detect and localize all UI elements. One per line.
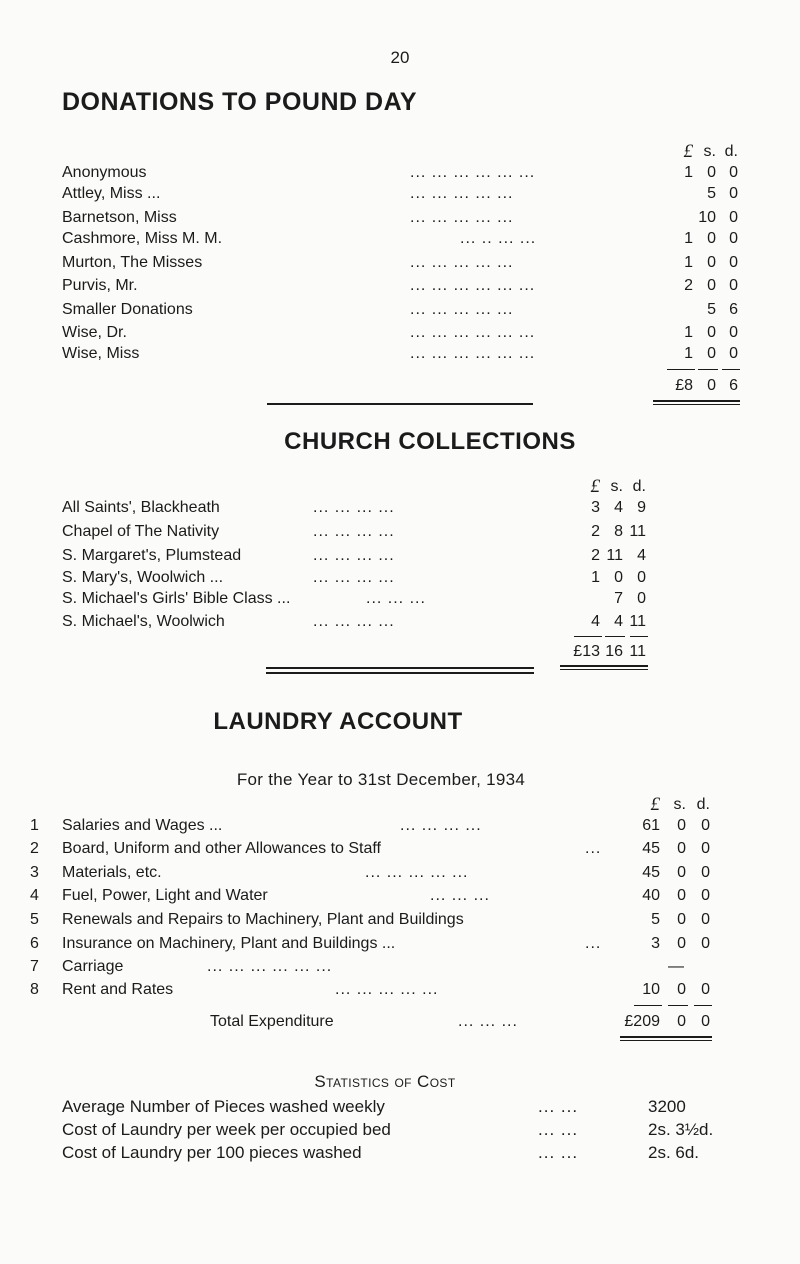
pence-value: 0 — [729, 185, 738, 202]
shillings-header: s. — [610, 478, 623, 495]
shillings-value: 0 — [707, 164, 716, 181]
leader-dots: ... — [585, 840, 602, 857]
leader-dots: ... ... ... ... — [400, 817, 482, 834]
pounds-value: 4 — [591, 613, 600, 630]
pence-value: 11 — [629, 523, 646, 540]
table-row — [0, 957, 800, 977]
table-row — [0, 589, 800, 609]
total-double-rule-top — [620, 1036, 712, 1038]
leader-dots: ... — [585, 935, 602, 952]
table-row — [0, 276, 800, 296]
row-number: 1 — [30, 817, 39, 834]
row-number: 3 — [30, 864, 39, 881]
total-double-rule-bottom — [560, 669, 648, 670]
leader-dots: ... ... ... ... ... ... — [410, 164, 536, 181]
pence-value: 0 — [701, 887, 710, 904]
row-number: 7 — [30, 958, 39, 975]
pounds-value: 45 — [642, 864, 660, 881]
total-pounds: £209 — [624, 1013, 660, 1030]
table-row — [0, 612, 800, 632]
shillings-value: 0 — [707, 345, 716, 362]
pence-header: d. — [632, 478, 646, 495]
total-pounds: £13 — [573, 643, 600, 660]
table-row — [0, 498, 800, 518]
row-label: Attley, Miss ... — [62, 185, 161, 202]
statistics-label: Cost of Laundry per 100 pieces washed — [62, 1143, 362, 1162]
pounds-value: 45 — [642, 840, 660, 857]
pounds-value: 1 — [684, 324, 693, 341]
section-divider-bottom — [266, 672, 534, 674]
statistics-value: 2s. 3½d. — [648, 1120, 714, 1139]
leader-dots: ... ... ... ... ... — [335, 981, 439, 998]
total-shillings: 16 — [605, 643, 623, 660]
row-number: 6 — [30, 935, 39, 952]
table-row — [0, 886, 800, 906]
row-label: Barnetson, Miss — [62, 209, 177, 226]
row-label: Rent and Rates — [62, 981, 174, 998]
shillings-value: 0 — [677, 935, 686, 952]
pence-value: 0 — [701, 935, 710, 952]
pounds-value: 1 — [684, 345, 693, 362]
table-row — [0, 229, 800, 249]
row-label: Carriage — [62, 958, 124, 975]
row-label: Chapel of The Nativity — [62, 523, 220, 540]
total-rule-pence — [722, 369, 740, 370]
row-label: S. Michael's, Woolwich — [62, 613, 225, 630]
table-row — [0, 568, 800, 588]
pounds-value: 1 — [684, 164, 693, 181]
table-row — [0, 934, 800, 954]
row-number: 5 — [30, 911, 39, 928]
statistics-row — [62, 1096, 762, 1118]
total-double-rule-bottom — [653, 404, 740, 405]
laundry-subtitle: For the Year to 31st December, 1934 — [236, 770, 526, 789]
shillings-value: 0 — [614, 569, 623, 586]
row-label: Wise, Miss — [62, 345, 140, 362]
pounds-value: 5 — [651, 911, 660, 928]
shillings-value: 0 — [707, 254, 716, 271]
column-header — [0, 477, 800, 497]
table-row — [0, 253, 800, 273]
pence-value: 0 — [729, 230, 738, 247]
statistics-label: Cost of Laundry per week per occupied bed — [62, 1120, 391, 1139]
donations-title: DONATIONS TO POUND DAY — [62, 88, 418, 116]
total-pence: 11 — [629, 643, 646, 660]
statistics-title: Statistics of Cost — [314, 1072, 456, 1091]
pence-value: 0 — [637, 590, 646, 607]
pence-value: 6 — [729, 301, 738, 318]
pence-value: 0 — [729, 345, 738, 362]
section-divider-top — [266, 667, 534, 669]
row-label: S. Margaret's, Plumstead — [62, 547, 242, 564]
row-label: Fuel, Power, Light and Water — [62, 887, 268, 904]
leader-dots: ... ... ... ... — [313, 613, 395, 630]
pounds-value: 3 — [651, 935, 660, 952]
pence-value: 9 — [637, 499, 646, 516]
shillings-value: 10 — [698, 209, 716, 226]
shillings-value: 8 — [614, 523, 623, 540]
leader-dots: ... ... ... ... ... ... — [410, 324, 536, 341]
total-pence: 0 — [701, 1013, 710, 1030]
row-label: Anonymous — [62, 164, 147, 181]
page-number: 20 — [390, 48, 410, 67]
shillings-value: 0 — [677, 981, 686, 998]
leader-dots: ... ... ... — [458, 1013, 518, 1030]
pence-value: 0 — [701, 817, 710, 834]
pounds-value: 1 — [684, 230, 693, 247]
table-row — [0, 323, 800, 343]
leader-dots: ... ... — [538, 1120, 579, 1139]
shillings-value: 0 — [707, 277, 716, 294]
table-row — [0, 163, 800, 183]
pence-value: 11 — [629, 613, 646, 630]
pounds-value: 10 — [642, 981, 660, 998]
shillings-header: s. — [703, 143, 716, 160]
table-row — [0, 300, 800, 320]
pounds-value: 3 — [591, 499, 600, 516]
pence-header: d. — [696, 796, 710, 813]
total-rule-pounds — [634, 1005, 662, 1006]
leader-dots: ... ... ... ... ... — [410, 254, 514, 271]
row-label: Materials, etc. — [62, 864, 162, 881]
leader-dots: ... ... — [538, 1097, 579, 1116]
pence-value: 0 — [729, 164, 738, 181]
row-label: Cashmore, Miss M. M. — [62, 230, 223, 247]
pounds-value: 1 — [684, 254, 693, 271]
total-pounds: £8 — [675, 377, 693, 394]
leader-dots: ... ... ... ... ... — [410, 185, 514, 202]
table-row — [0, 208, 800, 228]
row-label: Wise, Dr. — [62, 324, 127, 341]
shillings-value: 4 — [614, 499, 623, 516]
table-row — [0, 184, 800, 204]
pence-value: 0 — [701, 840, 710, 857]
shillings-value: 0 — [677, 887, 686, 904]
statistics-row — [62, 1119, 762, 1141]
leader-dots: ... ... — [538, 1143, 579, 1162]
shillings-value: 4 — [614, 613, 623, 630]
pence-value: 0 — [701, 864, 710, 881]
total-row — [0, 642, 800, 662]
total-rule-pounds — [667, 369, 695, 370]
shillings-header: s. — [673, 796, 686, 813]
shillings-value: 5 — [707, 185, 716, 202]
total-pence: 6 — [729, 377, 738, 394]
statistics-value: 3200 — [648, 1097, 686, 1116]
statistics-row — [62, 1142, 762, 1164]
pounds-value: 2 — [684, 277, 693, 294]
shillings-value: 0 — [677, 864, 686, 881]
leader-dots: ... ... ... ... ... — [410, 301, 514, 318]
leader-dots: ... ... ... ... — [313, 499, 395, 516]
column-header — [0, 142, 800, 162]
pounds-value: 2 — [591, 547, 600, 564]
row-label: All Saints', Blackheath — [62, 499, 220, 516]
table-row — [0, 910, 800, 930]
pounds-value: 1 — [591, 569, 600, 586]
pence-header: d. — [724, 143, 738, 160]
leader-dots: ... ... ... ... ... ... — [207, 958, 333, 975]
laundry-account-title: LAUNDRY ACCOUNT — [213, 708, 463, 735]
total-rule-shillings — [668, 1005, 688, 1006]
total-label: Total Expenditure — [210, 1013, 334, 1030]
pence-value: 0 — [637, 569, 646, 586]
leader-dots: ... ... ... ... ... — [365, 864, 469, 881]
table-row — [0, 546, 800, 566]
pence-value: 0 — [701, 911, 710, 928]
pounds-value: 61 — [642, 817, 660, 834]
total-rule-pounds — [574, 636, 602, 637]
pounds-header: £ — [650, 794, 660, 815]
column-header — [0, 795, 800, 815]
total-double-rule-top — [560, 665, 648, 667]
row-number: 2 — [30, 840, 39, 857]
pounds-value: 2 — [591, 523, 600, 540]
row-number: 4 — [30, 887, 39, 904]
church-collections-title: CHURCH COLLECTIONS — [284, 428, 576, 455]
leader-dots: ... ... ... ... ... — [410, 209, 514, 226]
leader-dots: ... ... ... ... — [313, 569, 395, 586]
row-label: S. Michael's Girls' Bible Class ... — [62, 590, 291, 607]
row-label: Salaries and Wages ... — [62, 817, 223, 834]
total-rule-pence — [694, 1005, 712, 1006]
shillings-value: 7 — [614, 590, 623, 607]
table-row — [0, 980, 800, 1000]
pence-value: 0 — [729, 324, 738, 341]
shillings-value: 11 — [606, 547, 623, 564]
leader-dots: ... .. ... ... — [460, 230, 537, 247]
total-shillings: 0 — [677, 1013, 686, 1030]
row-number: 8 — [30, 981, 39, 998]
total-double-rule-bottom — [620, 1040, 712, 1041]
shillings-value: 0 — [707, 324, 716, 341]
pounds-value: 40 — [642, 887, 660, 904]
total-row — [0, 1012, 800, 1032]
row-label: S. Mary's, Woolwich ... — [62, 569, 224, 586]
row-label: Insurance on Machinery, Plant and Buildings ... — [62, 935, 396, 952]
row-label: Murton, The Misses — [62, 254, 203, 271]
total-double-rule-top — [653, 400, 740, 402]
shillings-value: 0 — [677, 840, 686, 857]
shillings-value: 0 — [707, 230, 716, 247]
pence-value: 0 — [729, 277, 738, 294]
pounds-value: — — [668, 958, 684, 975]
total-row — [0, 376, 800, 396]
table-row — [0, 839, 800, 859]
leader-dots: ... ... ... — [366, 590, 426, 607]
total-rule-shillings — [605, 636, 625, 637]
statistics-value: 2s. 6d. — [648, 1143, 700, 1162]
table-row — [0, 863, 800, 883]
leader-dots: ... ... ... — [430, 887, 490, 904]
row-label: Purvis, Mr. — [62, 277, 138, 294]
leader-dots: ... ... ... ... ... ... — [410, 345, 536, 362]
pence-value: 0 — [729, 209, 738, 226]
row-label: Renewals and Repairs to Machinery, Plant and Buildings — [62, 911, 464, 928]
table-row — [0, 816, 800, 836]
table-row — [0, 344, 800, 364]
total-shillings: 0 — [707, 377, 716, 394]
row-label: Board, Uniform and other Allowances to Staff — [62, 840, 381, 857]
pence-value: 4 — [637, 547, 646, 564]
leader-dots: ... ... ... ... — [313, 547, 395, 564]
shillings-value: 0 — [677, 911, 686, 928]
pence-value: 0 — [701, 981, 710, 998]
total-rule-pence — [630, 636, 648, 637]
row-label: Smaller Donations — [62, 301, 193, 318]
shillings-value: 5 — [707, 301, 716, 318]
total-rule-shillings — [698, 369, 718, 370]
table-row — [0, 522, 800, 542]
pence-value: 0 — [729, 254, 738, 271]
shillings-value: 0 — [677, 817, 686, 834]
section-divider — [267, 403, 533, 405]
leader-dots: ... ... ... ... ... ... — [410, 277, 536, 294]
statistics-label: Average Number of Pieces washed weekly — [62, 1097, 385, 1116]
leader-dots: ... ... ... ... — [313, 523, 395, 540]
pounds-header: £ — [590, 476, 600, 497]
pounds-header: £ — [683, 141, 693, 162]
